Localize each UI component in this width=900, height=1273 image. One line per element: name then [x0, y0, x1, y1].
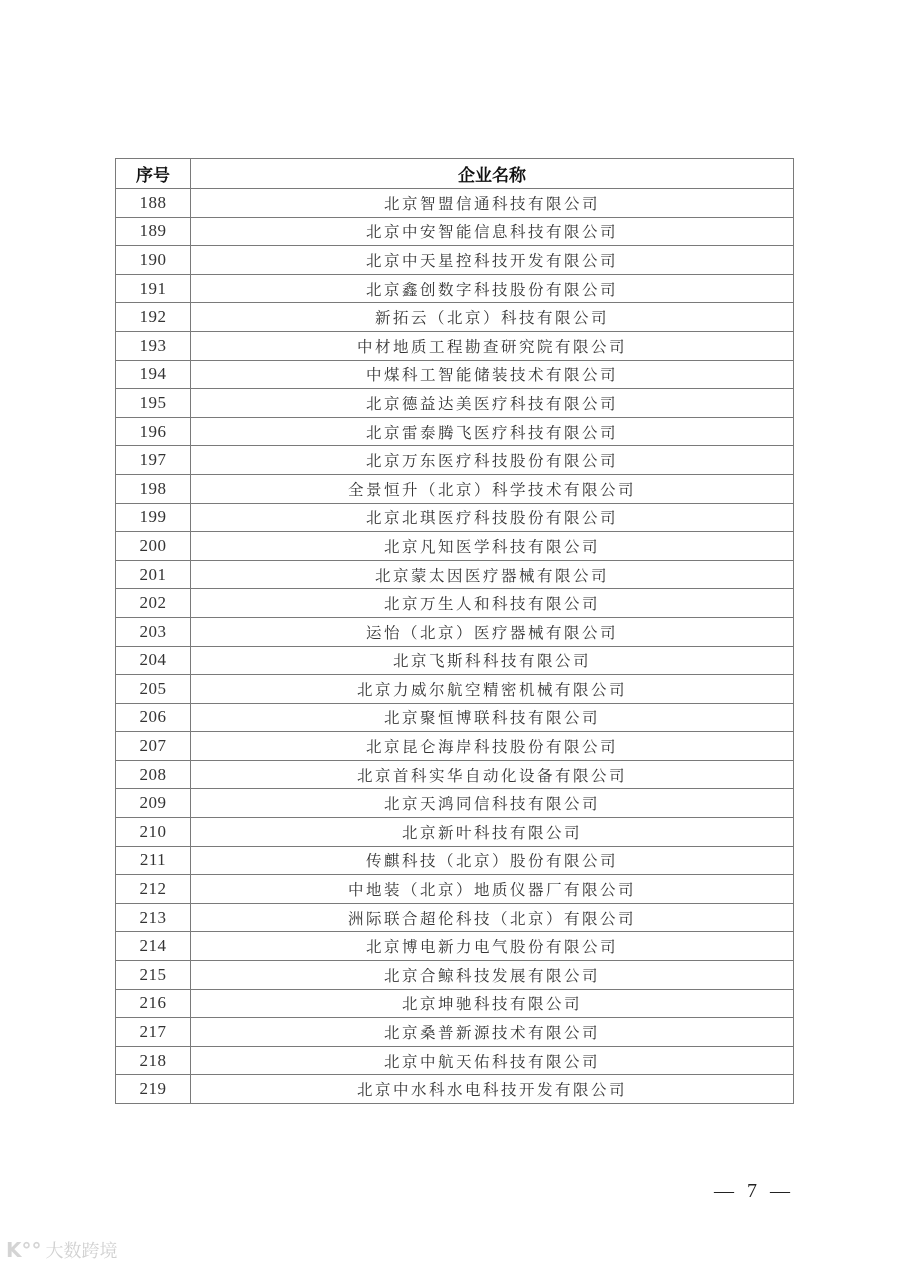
table-row — [116, 1046, 794, 1075]
serial-number-cell: 217 — [116, 1018, 191, 1047]
table-row — [116, 446, 794, 475]
serial-number-cell: 197 — [116, 446, 191, 475]
table-row — [116, 789, 794, 818]
company-name-cell: 北京鑫创数字科技股份有限公司 — [191, 274, 794, 303]
company-name-cell: 北京智盟信通科技有限公司 — [191, 189, 794, 218]
company-name-cell: 北京力威尔航空精密机械有限公司 — [191, 675, 794, 704]
company-name-cell: 北京新叶科技有限公司 — [191, 818, 794, 847]
table-row — [116, 646, 794, 675]
serial-number-cell: 203 — [116, 617, 191, 646]
company-name-cell: 北京聚恒博联科技有限公司 — [191, 703, 794, 732]
table-row — [116, 989, 794, 1018]
company-name-cell: 北京德益达美医疗科技有限公司 — [191, 389, 794, 418]
table-row — [116, 818, 794, 847]
table-row — [116, 589, 794, 618]
company-name-cell: 中材地质工程勘查研究院有限公司 — [191, 331, 794, 360]
table-row — [116, 675, 794, 704]
serial-number-cell: 202 — [116, 589, 191, 618]
serial-number-cell: 196 — [116, 417, 191, 446]
company-list-table — [115, 158, 794, 1104]
serial-number-cell: 193 — [116, 331, 191, 360]
watermark-logo-icon: K°° — [6, 1238, 42, 1262]
company-name-cell: 北京万生人和科技有限公司 — [191, 589, 794, 618]
company-name-cell: 北京北琪医疗科技股份有限公司 — [191, 503, 794, 532]
company-name-cell: 新拓云（北京）科技有限公司 — [191, 303, 794, 332]
serial-number-cell: 211 — [116, 846, 191, 875]
serial-number-cell: 209 — [116, 789, 191, 818]
table-row — [116, 846, 794, 875]
company-name-cell: 北京昆仑海岸科技股份有限公司 — [191, 732, 794, 761]
table-row — [116, 617, 794, 646]
watermark — [6, 1237, 118, 1263]
table-header-row — [116, 159, 794, 189]
serial-number-cell: 212 — [116, 875, 191, 904]
table-row — [116, 875, 794, 904]
table-row — [116, 503, 794, 532]
table-row — [116, 217, 794, 246]
table-row — [116, 274, 794, 303]
table-row — [116, 246, 794, 275]
serial-number-cell: 191 — [116, 274, 191, 303]
serial-number-cell: 192 — [116, 303, 191, 332]
table-row — [116, 532, 794, 561]
company-name-cell: 中地装（北京）地质仪器厂有限公司 — [191, 875, 794, 904]
table-row — [116, 703, 794, 732]
table-row — [116, 1018, 794, 1047]
table-row — [116, 331, 794, 360]
company-name-cell: 北京天鸿同信科技有限公司 — [191, 789, 794, 818]
serial-number-cell: 219 — [116, 1075, 191, 1104]
company-name-cell: 运怡（北京）医疗器械有限公司 — [191, 617, 794, 646]
serial-number-cell: 207 — [116, 732, 191, 761]
serial-number-cell: 216 — [116, 989, 191, 1018]
table-row — [116, 732, 794, 761]
page-number: — 7 — — [714, 1180, 794, 1202]
table-row — [116, 560, 794, 589]
serial-number-cell: 189 — [116, 217, 191, 246]
table-row — [116, 760, 794, 789]
company-name-cell: 北京中天星控科技开发有限公司 — [191, 246, 794, 275]
table-row — [116, 474, 794, 503]
header-serial-number: 序号 — [116, 159, 191, 189]
serial-number-cell: 210 — [116, 818, 191, 847]
serial-number-cell: 195 — [116, 389, 191, 418]
serial-number-cell: 200 — [116, 532, 191, 561]
company-name-cell: 北京万东医疗科技股份有限公司 — [191, 446, 794, 475]
serial-number-cell: 218 — [116, 1046, 191, 1075]
company-name-cell: 北京中航天佑科技有限公司 — [191, 1046, 794, 1075]
serial-number-cell: 194 — [116, 360, 191, 389]
serial-number-cell: 199 — [116, 503, 191, 532]
company-name-cell: 北京中安智能信息科技有限公司 — [191, 217, 794, 246]
company-name-cell: 北京合鲸科技发展有限公司 — [191, 961, 794, 990]
table-row — [116, 389, 794, 418]
company-name-cell: 北京桑普新源技术有限公司 — [191, 1018, 794, 1047]
company-name-cell: 北京中水科水电科技开发有限公司 — [191, 1075, 794, 1104]
header-company-name: 企业名称 — [191, 159, 794, 189]
serial-number-cell: 214 — [116, 932, 191, 961]
table-row — [116, 903, 794, 932]
serial-number-cell: 206 — [116, 703, 191, 732]
serial-number-cell: 213 — [116, 903, 191, 932]
serial-number-cell: 215 — [116, 961, 191, 990]
table-row — [116, 303, 794, 332]
serial-number-cell: 208 — [116, 760, 191, 789]
serial-number-cell: 190 — [116, 246, 191, 275]
table-row — [116, 360, 794, 389]
company-name-cell: 北京凡知医学科技有限公司 — [191, 532, 794, 561]
table-row — [116, 417, 794, 446]
company-name-cell: 传麒科技（北京）股份有限公司 — [191, 846, 794, 875]
company-name-cell: 北京坤驰科技有限公司 — [191, 989, 794, 1018]
serial-number-cell: 204 — [116, 646, 191, 675]
serial-number-cell: 205 — [116, 675, 191, 704]
company-name-cell: 北京飞斯科科技有限公司 — [191, 646, 794, 675]
serial-number-cell: 188 — [116, 189, 191, 218]
serial-number-cell: 198 — [116, 474, 191, 503]
table-row — [116, 932, 794, 961]
company-name-cell: 全景恒升（北京）科学技术有限公司 — [191, 474, 794, 503]
watermark-text: 大数跨境 — [45, 1241, 118, 1262]
serial-number-cell: 201 — [116, 560, 191, 589]
table-row — [116, 1075, 794, 1104]
company-name-cell: 北京博电新力电气股份有限公司 — [191, 932, 794, 961]
company-name-cell: 北京蒙太因医疗器械有限公司 — [191, 560, 794, 589]
company-name-cell: 北京雷泰腾飞医疗科技有限公司 — [191, 417, 794, 446]
company-name-cell: 北京首科实华自动化设备有限公司 — [191, 760, 794, 789]
table-row — [116, 189, 794, 218]
company-name-cell: 洲际联合超伦科技（北京）有限公司 — [191, 903, 794, 932]
table-row — [116, 961, 794, 990]
company-name-cell: 中煤科工智能储装技术有限公司 — [191, 360, 794, 389]
